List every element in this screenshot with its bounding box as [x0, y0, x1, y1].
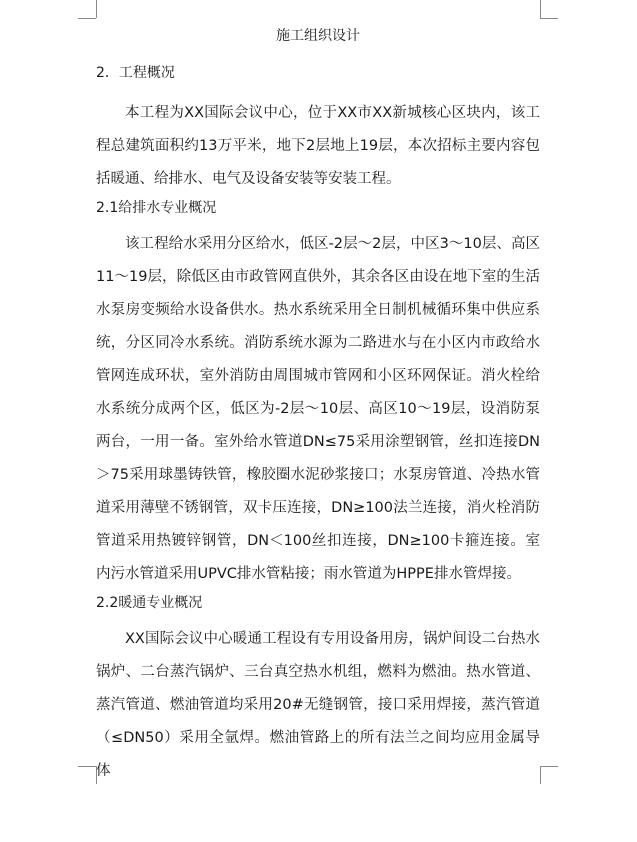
crop-mark-top-right-vertical [540, 0, 541, 18]
subsection-heading-water: 2.1给排水专业概况 [96, 200, 217, 216]
subsection-heading-hvac: 2.2暖通专业概况 [96, 595, 203, 611]
document-body [96, 63, 540, 788]
intro-paragraph: 本工程为XX国际会议中心，位于XX市XX新城核心区块内，该工程总建筑面积约13万平米，地下2层地上19层，本次招标主要内容包括暖通、给排水、电气及设备安装等安装工程。 [96, 105, 540, 187]
crop-mark-top-left-vertical [96, 0, 97, 18]
page-title: 施工组织设计 [276, 28, 360, 44]
crop-mark-bottom-left-horizontal [78, 766, 96, 767]
water-supply-paragraph: 该工程给水采用分区给水，低区-2层～2层，中区3～10层、高区11～19层，除低区由市政管网直供外，其余各区由设在地下室的生活水泵房变频给水设备供水。热水系统采用全日制机械循环集中供应系统，分区同冷水系统。消防系统水源为二路进水与在小区内市政给水管网连成环状，室外消防由周围城市管网和小区环网保证。消火栓给水系统分成两个区，低区为-2层～10层、高区10～19层，设消防泵两台，一用一备。室外给水管道DN≤75采用涂塑钢管，丝扣连接DN＞75采用球墨铸铁管，橡胶圈水泥砂浆接口；水泵房管道、冷热水管道采用薄壁不锈钢管，双卡压连接，DN≥100法兰连接，消火栓消防管道采用热镀锌钢管，DN＜100丝扣连接，DN≥100卡箍连接。室内污水管道采用UPVC排水管粘接；雨水管道为HPPE排水管焊接。 [96, 236, 540, 582]
hvac-paragraph: XX国际会议中心暖通工程设有专用设备用房，锅炉间设二台热水锅炉、二台蒸汽锅炉、三台真空热水机组，燃料为燃油。热水管道、蒸汽管道、燃油管道均采用20#无缝钢管，接口采用焊接，蒸汽管道（≤DN50）采用全氩焊。燃油管路上的所有法兰之间均应用金属导体 [96, 631, 540, 779]
crop-mark-top-left-horizontal [78, 18, 96, 19]
crop-mark-top-right-horizontal [540, 18, 558, 19]
crop-mark-bottom-right-horizontal [540, 766, 558, 767]
crop-mark-bottom-right-vertical [540, 766, 541, 784]
section-heading: 2．工程概况 [96, 65, 175, 81]
